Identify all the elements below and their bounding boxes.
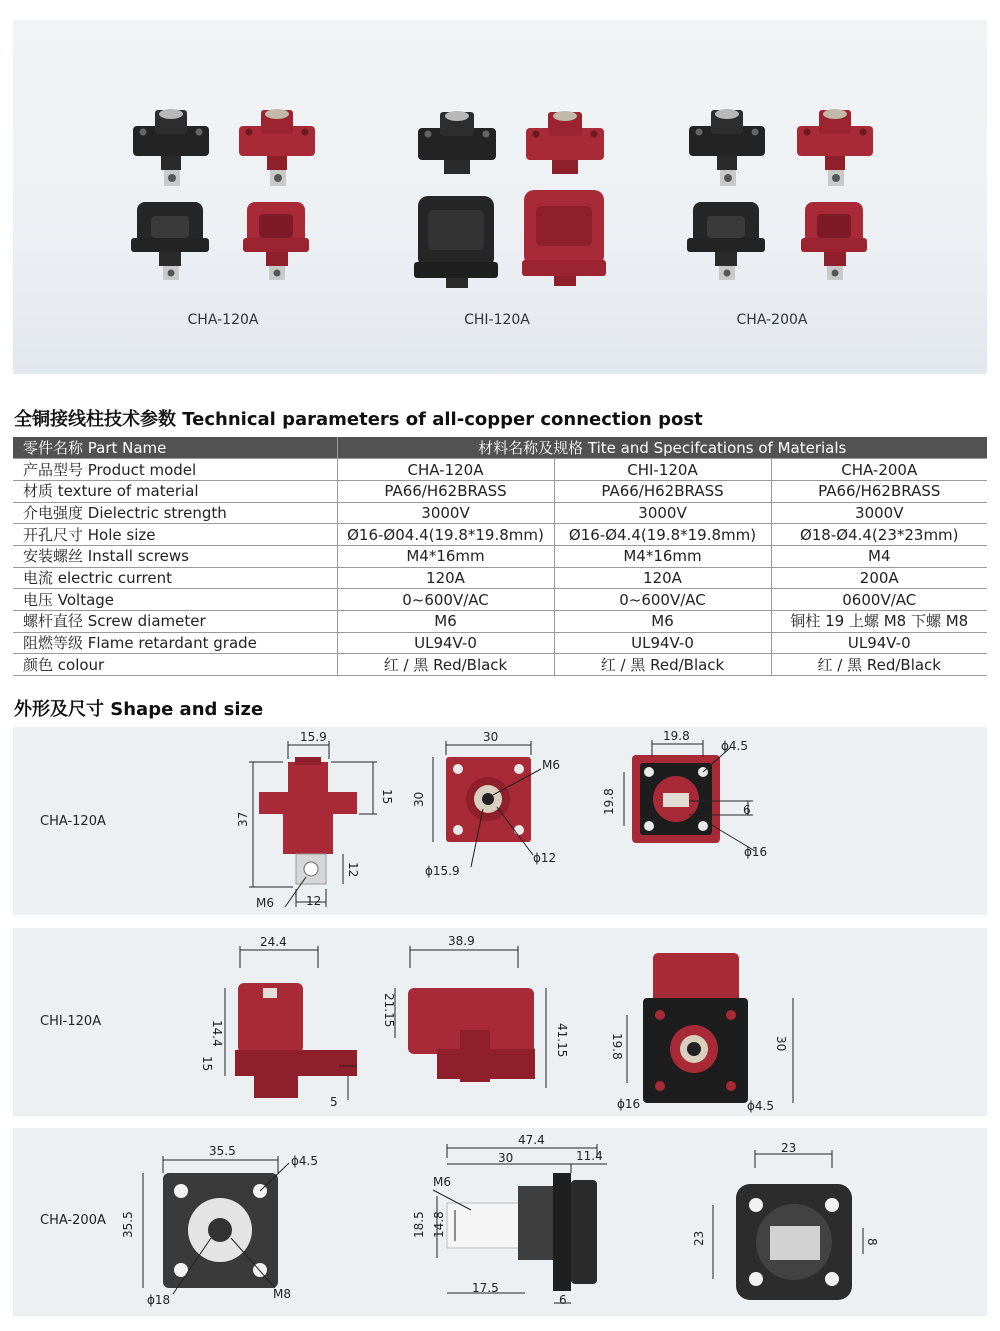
param-label: 电压 Voltage bbox=[13, 589, 337, 611]
dim-chi120-5: 38.9 bbox=[448, 934, 475, 948]
dim-chi120-7: 41.15 bbox=[555, 1023, 569, 1058]
table-row bbox=[13, 480, 987, 502]
param-value: 200A bbox=[771, 567, 987, 589]
cha-120a-drawings bbox=[13, 727, 987, 915]
param-value: 120A bbox=[554, 567, 771, 589]
dim-cha200-16: 8 bbox=[865, 1238, 879, 1246]
chi-120a-back-view bbox=[610, 953, 793, 1113]
dim-cha200-4: ϕ18 bbox=[147, 1293, 171, 1307]
table-header-row bbox=[13, 437, 987, 459]
product-caption-2: CHI-120A bbox=[464, 312, 530, 328]
dim-cha120-9: 30 bbox=[412, 791, 426, 807]
table-row bbox=[13, 567, 987, 589]
param-value: PA66/H62BRASS bbox=[771, 480, 987, 502]
param-value: 红 / 黑 Red/Black bbox=[554, 654, 771, 676]
product-photo-banner bbox=[13, 20, 987, 374]
param-value: 0600V/AC bbox=[771, 589, 987, 611]
param-value: 3000V bbox=[771, 502, 987, 524]
dim-chi120-10: ϕ16 bbox=[617, 1097, 641, 1111]
param-label: 螺杆直径 Screw diameter bbox=[13, 611, 337, 633]
param-label: 产品型号 Product model bbox=[13, 459, 337, 481]
param-value: 0~600V/AC bbox=[554, 589, 771, 611]
dim-chi120-2: 14.4 bbox=[210, 1020, 224, 1047]
cha-120a-back-view bbox=[602, 729, 767, 859]
tech-params-title: 全铜接线柱技术参数 Technical parameters of all-copper connection post bbox=[14, 409, 703, 430]
cha-200a-side-view bbox=[412, 1133, 607, 1307]
dim-cha200-5: M8 bbox=[273, 1287, 291, 1301]
dimension-panel-chi-120a bbox=[13, 928, 987, 1116]
header-part-name: 零件名称 Part Name bbox=[13, 437, 337, 459]
dim-cha200-3: 35.5 bbox=[121, 1211, 135, 1238]
dim-cha120-2: 15 bbox=[380, 789, 394, 805]
param-value: CHA-200A bbox=[771, 459, 987, 481]
cha-120a-side-view bbox=[236, 730, 394, 910]
dim-cha200-12: 17.5 bbox=[472, 1281, 499, 1295]
dim-cha200-7: 30 bbox=[498, 1151, 514, 1165]
dim-cha120-10: ϕ15.9 bbox=[425, 864, 460, 878]
dim-cha120-1: 15.9 bbox=[300, 730, 327, 744]
panel-label: CHI-120A bbox=[40, 1014, 102, 1029]
dim-cha200-8: 11.4 bbox=[576, 1149, 603, 1163]
dim-cha120-4: 12 bbox=[346, 862, 360, 878]
panel-label: CHA-200A bbox=[40, 1213, 106, 1228]
shape-size-title: 外形及尺寸 Shape and size bbox=[14, 699, 264, 720]
dim-cha120-7: 30 bbox=[483, 730, 499, 744]
dim-cha200-15: 23 bbox=[692, 1230, 706, 1246]
table-row bbox=[13, 632, 987, 654]
param-value: 120A bbox=[337, 567, 554, 589]
dim-cha200-14: 23 bbox=[781, 1141, 797, 1155]
param-label: 颜色 colour bbox=[13, 654, 337, 676]
param-value: Ø16-Ø04.4(19.8*19.8mm) bbox=[337, 524, 554, 546]
table-row bbox=[13, 524, 987, 546]
table-row bbox=[13, 502, 987, 524]
panel-label: CHA-120A bbox=[40, 814, 106, 829]
param-value: 红 / 黑 Red/Black bbox=[337, 654, 554, 676]
dim-cha120-8: M6 bbox=[542, 758, 560, 772]
table-row bbox=[13, 589, 987, 611]
param-value: M4 bbox=[771, 545, 987, 567]
dim-cha120-11: ϕ12 bbox=[533, 851, 557, 865]
product-cha-200a-image bbox=[683, 90, 903, 310]
dim-chi120-8: 19.8 bbox=[610, 1033, 624, 1060]
dim-cha200-6: 47.4 bbox=[518, 1133, 545, 1147]
param-value: 红 / 黑 Red/Black bbox=[771, 654, 987, 676]
dim-cha200-1: 35.5 bbox=[209, 1144, 236, 1158]
dim-cha200-2: ϕ4.5 bbox=[291, 1154, 318, 1168]
chi-120a-front-view bbox=[382, 934, 569, 1088]
dim-chi120-4: 5 bbox=[330, 1095, 338, 1109]
param-value: UL94V-0 bbox=[554, 632, 771, 654]
dim-chi120-11: ϕ4.5 bbox=[747, 1099, 774, 1113]
cha-200a-drawings bbox=[13, 1128, 987, 1316]
param-label: 阻燃等级 Flame retardant grade bbox=[13, 632, 337, 654]
header-materials: 材料名称及规格 Tite and Specifcations of Materials bbox=[337, 437, 987, 459]
table-row bbox=[13, 611, 987, 633]
param-label: 电流 electric current bbox=[13, 567, 337, 589]
chi-120a-side-view bbox=[200, 935, 357, 1109]
param-value: 3000V bbox=[337, 502, 554, 524]
dim-cha120-12: 19.8 bbox=[663, 729, 690, 743]
tech-params-table bbox=[13, 437, 987, 676]
dim-cha120-16: ϕ16 bbox=[744, 845, 768, 859]
dim-cha120-15: 6 bbox=[743, 803, 751, 817]
dim-chi120-9: 30 bbox=[774, 1036, 788, 1052]
param-value: Ø16-Ø4.4(19.8*19.8mm) bbox=[554, 524, 771, 546]
dim-cha200-13: 6 bbox=[559, 1293, 567, 1307]
dim-cha120-6: M6 bbox=[256, 896, 274, 910]
dim-chi120-6: 21.15 bbox=[382, 993, 396, 1028]
chi-120a-drawings bbox=[13, 928, 987, 1116]
param-value: 3000V bbox=[554, 502, 771, 524]
dim-chi120-3: 15 bbox=[200, 1056, 214, 1072]
param-value: PA66/H62BRASS bbox=[554, 480, 771, 502]
param-value: UL94V-0 bbox=[337, 632, 554, 654]
param-value: M6 bbox=[337, 611, 554, 633]
param-value: 铜柱 19 上螺 M8 下螺 M8 bbox=[771, 611, 987, 633]
table-row bbox=[13, 545, 987, 567]
table-row bbox=[13, 654, 987, 676]
product-caption-1: CHA-120A bbox=[187, 312, 259, 328]
param-value: PA66/H62BRASS bbox=[337, 480, 554, 502]
table-row bbox=[13, 459, 987, 481]
dim-cha200-10: 18.5 bbox=[412, 1211, 426, 1238]
cha-200a-back-view bbox=[692, 1141, 879, 1300]
param-value: 0~600V/AC bbox=[337, 589, 554, 611]
param-value: M4*16mm bbox=[337, 545, 554, 567]
product-cha-120a-image bbox=[123, 90, 343, 310]
dimension-panel-cha-200a bbox=[13, 1128, 987, 1316]
param-value: UL94V-0 bbox=[771, 632, 987, 654]
param-label: 安装螺丝 Install screws bbox=[13, 545, 337, 567]
param-value: Ø18-Ø4.4(23*23mm) bbox=[771, 524, 987, 546]
param-value: M4*16mm bbox=[554, 545, 771, 567]
param-value: CHI-120A bbox=[554, 459, 771, 481]
dim-cha200-9: M6 bbox=[433, 1175, 451, 1189]
cha-120a-front-view bbox=[412, 730, 560, 878]
param-value: M6 bbox=[554, 611, 771, 633]
param-label: 开孔尺寸 Hole size bbox=[13, 524, 337, 546]
cha-200a-front-view bbox=[121, 1144, 318, 1307]
dim-cha120-13: ϕ4.5 bbox=[721, 739, 748, 753]
param-label: 材质 texture of material bbox=[13, 480, 337, 502]
dimension-panel-cha-120a bbox=[13, 727, 987, 915]
param-label: 介电强度 Dielectric strength bbox=[13, 502, 337, 524]
dim-cha200-11: 14.8 bbox=[432, 1211, 446, 1238]
dim-cha120-3: 37 bbox=[236, 811, 250, 827]
dim-chi120-1: 24.4 bbox=[260, 935, 287, 949]
param-value: CHA-120A bbox=[337, 459, 554, 481]
dim-cha120-5: 12 bbox=[306, 894, 322, 908]
product-caption-3: CHA-200A bbox=[736, 312, 808, 328]
dim-cha120-14: 19.8 bbox=[602, 788, 616, 815]
product-chi-120a-image bbox=[408, 90, 628, 310]
